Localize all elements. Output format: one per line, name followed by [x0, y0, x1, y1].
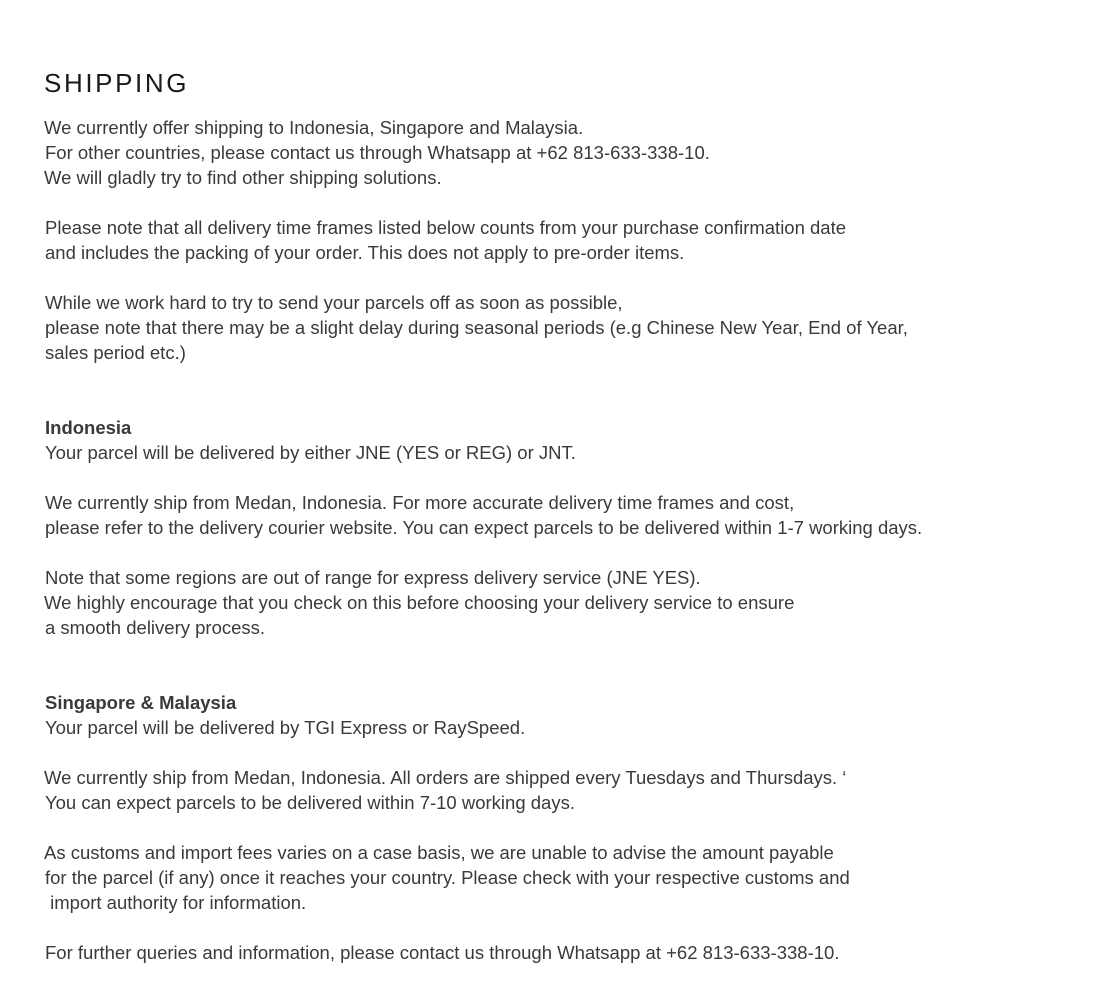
- indonesia-courier: Your parcel will be delivered by either JNE (YES or REG) or JNT.: [45, 442, 576, 463]
- delay-line: please note that there may be a slight delay during seasonal periods (e.g Chinese New Year, End of Year,: [45, 317, 908, 338]
- indonesia-heading: Indonesia: [45, 417, 132, 438]
- indonesia-express-line: a smooth delivery process.: [45, 617, 266, 638]
- indonesia-section: [44, 415, 1084, 640]
- sg-my-customs-line: As customs and import fees varies on a case basis, we are unable to advise the amount payable: [44, 842, 834, 863]
- indonesia-express-line: We highly encourage that you check on this before choosing your delivery service to ensure: [44, 592, 795, 613]
- intro-line: We will gladly try to find other shipping solutions.: [44, 167, 442, 188]
- sg-my-ship-line: We currently ship from Medan, Indonesia. All orders are shipped every Tuesdays and Thursdays. ‘: [44, 767, 847, 788]
- intro-line: For other countries, please contact us through Whatsapp at +62 813-633-338-10.: [45, 142, 710, 163]
- sg-my-heading: Singapore & Malaysia: [45, 692, 237, 713]
- note-line: Please note that all delivery time frames listed below counts from your purchase confirmation date: [45, 217, 847, 238]
- indonesia-ship-line: We currently ship from Medan, Indonesia. For more accurate delivery time frames and cost,: [45, 492, 795, 513]
- sg-my-customs-line: import authority for information.: [45, 892, 307, 913]
- delay-section: [44, 290, 1084, 365]
- delay-line: sales period etc.): [45, 342, 186, 363]
- page-title: SHIPPING: [44, 68, 190, 98]
- delay-line: While we work hard to try to send your parcels off as soon as possible,: [45, 292, 623, 313]
- footer-contact: For further queries and information, please contact us through Whatsapp at +62 813-633-338-10.: [45, 942, 840, 963]
- note-line: and includes the packing of your order. This does not apply to pre-order items.: [45, 242, 685, 263]
- sg-my-courier: Your parcel will be delivered by TGI Express or RaySpeed.: [45, 717, 526, 738]
- intro-line: We currently offer shipping to Indonesia, Singapore and Malaysia.: [44, 117, 584, 138]
- shipping-content: [44, 115, 1084, 965]
- note-section: [44, 215, 1084, 265]
- sg-my-section: [44, 690, 1084, 915]
- indonesia-express-line: Note that some regions are out of range for express delivery service (JNE YES).: [45, 567, 701, 588]
- sg-my-ship-line: You can expect parcels to be delivered within 7-10 working days.: [45, 792, 575, 813]
- intro-section: [44, 115, 1084, 190]
- sg-my-customs-line: for the parcel (if any) once it reaches your country. Please check with your respective customs and: [45, 867, 850, 888]
- indonesia-ship-line: please refer to the delivery courier website. You can expect parcels to be delivered within 1-7 working days.: [45, 517, 923, 538]
